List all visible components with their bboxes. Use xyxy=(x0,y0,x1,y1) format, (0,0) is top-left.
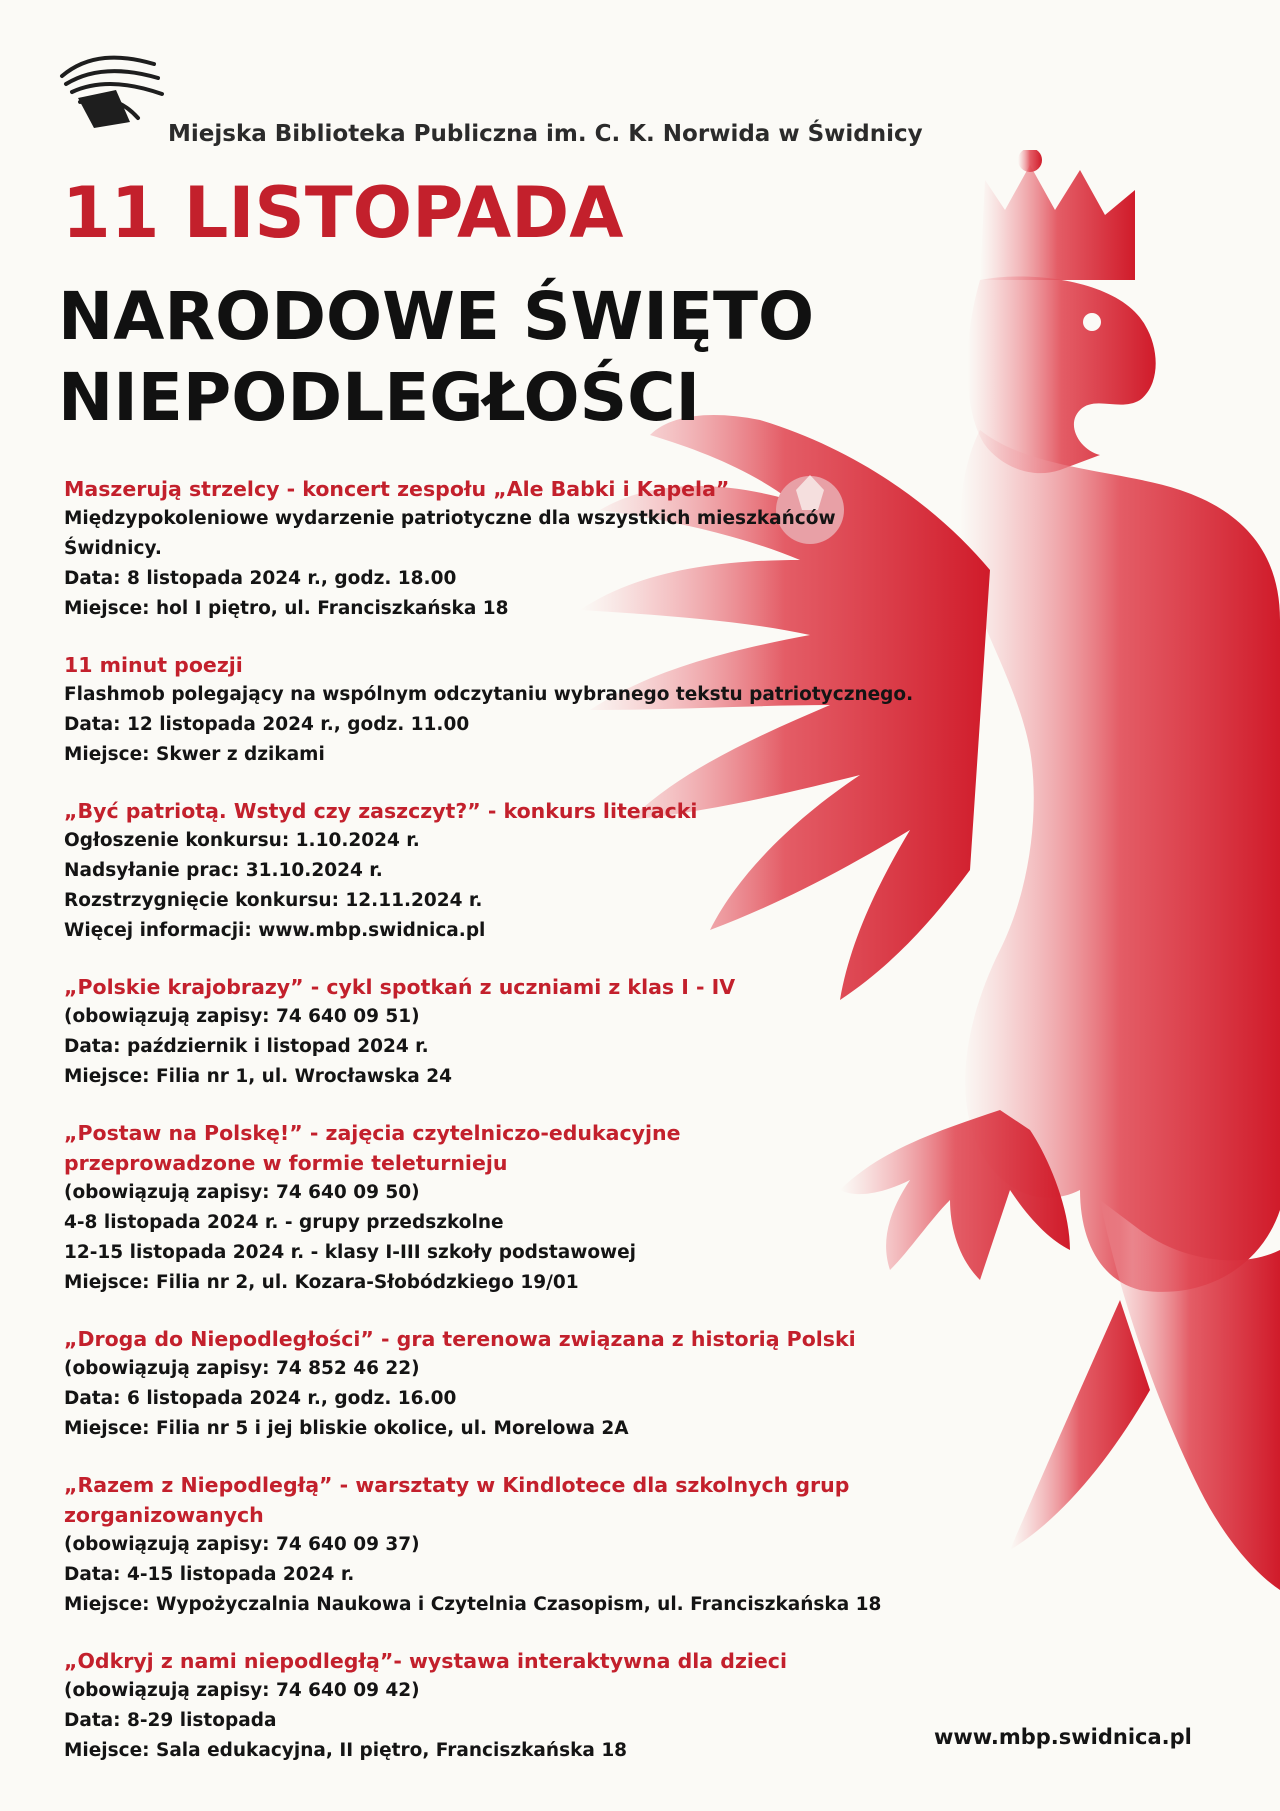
event-detail: Więcej informacji: www.mbp.swidnica.pl xyxy=(64,920,486,941)
event-title: „Droga do Niepodległości” - gra terenowa związana z historią Polski xyxy=(64,1327,856,1351)
event-item xyxy=(64,474,984,624)
event-detail: 4-8 listopada 2024 r. - grupy przedszkolne xyxy=(64,1212,504,1233)
event-detail: (obowiązują zapisy: 74 640 09 51) xyxy=(64,1006,420,1027)
event-title: zorganizowanych xyxy=(64,1503,264,1527)
event-title: Maszerują strzelcy - koncert zespołu „Ale Babki i Kapela” xyxy=(64,477,730,501)
event-title: „Być patriotą. Wstyd czy zaszczyt?” - konkurs literacki xyxy=(64,799,698,823)
event-detail: Miejsce: Wypożyczalnia Naukowa i Czytelnia Czasopism, ul. Franciszkańska 18 xyxy=(64,1594,882,1615)
event-detail: Data: październik i listopad 2024 r. xyxy=(64,1036,429,1057)
event-title: 11 minut poezji xyxy=(64,653,243,677)
event-detail: Flashmob polegający na wspólnym odczytaniu wybranego tekstu patriotycznego. xyxy=(64,684,914,705)
library-name: Miejska Biblioteka Publiczna im. C. K. Norwida w Świdnicy xyxy=(168,121,923,147)
event-detail: Data: 6 listopada 2024 r., godz. 16.00 xyxy=(64,1388,457,1409)
event-item xyxy=(64,796,984,946)
event-detail: Miejsce: Filia nr 1, ul. Wrocławska 24 xyxy=(64,1066,452,1087)
event-detail: (obowiązują zapisy: 74 640 09 42) xyxy=(64,1680,420,1701)
event-detail: Miejsce: hol I piętro, ul. Franciszkańska 18 xyxy=(64,598,509,619)
event-detail: Data: 8 listopada 2024 r., godz. 18.00 xyxy=(64,568,457,589)
page-title-line-2: NIEPODLEGŁOŚCI xyxy=(58,359,701,437)
event-item xyxy=(64,1470,984,1620)
event-detail: Miejsce: Skwer z dzikami xyxy=(64,744,325,765)
event-title: przeprowadzone w formie teleturnieju xyxy=(64,1151,508,1175)
event-detail: Miejsce: Filia nr 5 i jej bliskie okolice, ul. Morelowa 2A xyxy=(64,1418,629,1439)
event-item xyxy=(64,650,984,770)
event-detail: Międzypokoleniowe wydarzenie patriotyczne dla wszystkich mieszkańców xyxy=(64,508,836,529)
event-detail: (obowiązują zapisy: 74 640 09 37) xyxy=(64,1534,420,1555)
event-title: „Odkryj z nami niepodległą”- wystawa interaktywna dla dzieci xyxy=(64,1649,787,1673)
event-detail: (obowiązują zapisy: 74 852 46 22) xyxy=(64,1358,420,1379)
event-detail: (obowiązują zapisy: 74 640 09 50) xyxy=(64,1182,420,1203)
website-link[interactable]: www.mbp.swidnica.pl xyxy=(934,1725,1192,1749)
open-book-icon xyxy=(58,50,178,130)
event-detail: Data: 12 listopada 2024 r., godz. 11.00 xyxy=(64,714,470,735)
event-list xyxy=(64,474,984,1792)
event-title: „Postaw na Polskę!” - zajęcia czytelniczo-edukacyjne xyxy=(64,1121,681,1145)
event-item xyxy=(64,1646,984,1766)
event-detail: Data: 4-15 listopada 2024 r. xyxy=(64,1564,355,1585)
event-detail: Rozstrzygnięcie konkursu: 12.11.2024 r. xyxy=(64,890,483,911)
event-detail: 12-15 listopada 2024 r. - klasy I-III szkoły podstawowej xyxy=(64,1242,637,1263)
page-title-line-1: NARODOWE ŚWIĘTO xyxy=(58,278,815,355)
event-detail: Miejsce: Filia nr 2, ul. Kozara-Słobódzkiego 19/01 xyxy=(64,1272,579,1293)
event-detail: Nadsyłanie prac: 31.10.2024 r. xyxy=(64,860,383,881)
event-date-title: 11 LISTOPADA xyxy=(62,172,624,254)
event-item xyxy=(64,972,984,1092)
event-detail: Ogłoszenie konkursu: 1.10.2024 r. xyxy=(64,830,420,851)
event-title: „Polskie krajobrazy” - cykl spotkań z uczniami z klas I - IV xyxy=(64,975,736,999)
event-detail: Świdnicy. xyxy=(64,538,162,559)
event-item xyxy=(64,1324,984,1444)
event-detail: Miejsce: Sala edukacyjna, II piętro, Franciszkańska 18 xyxy=(64,1740,628,1761)
event-title: „Razem z Niepodległą” - warsztaty w Kindlotece dla szkolnych grup xyxy=(64,1473,850,1497)
page-title xyxy=(58,276,814,438)
event-detail: Data: 8-29 listopada xyxy=(64,1710,277,1731)
event-item xyxy=(64,1118,984,1298)
